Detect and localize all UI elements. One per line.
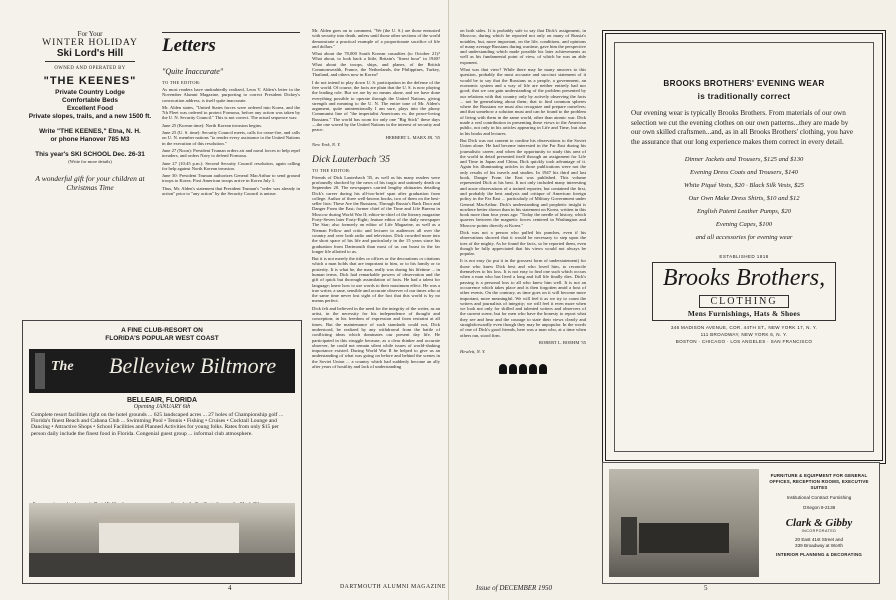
letter-paragraph: It is not easy (to put it in the grossest form of understatement) for those who knew Dick best and who loved him, to reconcile themselves to his loss. It is not easy to find one such which occurs when a man who has lived a long and full life finally dies. Dick's passing is a personal loss to all who knew him well. It is not an occurrence which takes place and is then forgotten amid a host of other events. On the contrary, as time goes on it will become more important, more meaningful. We will feel it as we try to count the writers and journalists of integrity; we will feel it even more when we look not only for skilled and talented writers and observers of the current scene, but for men who have the honesty to report what they see and hear and the courage to state their views clearly and straightforwardly even though they may be unpopular. In the words of one of Dick's good friends, here was a man who, at a time when others ran, stood firm. xyxy=(460,258,586,338)
ski-lords-hill-ad xyxy=(22,30,158,298)
palm-tree-icon xyxy=(35,353,45,389)
brooks-headline: BROOKS BROTHERS' EVENING WEAR xyxy=(663,79,825,88)
letter-paragraph: June 25 (U. S. time): Security Council meets, calls for cease-fire, and calls on U. N. member nations "to render every assistance to the United Nations in the execution of this resolution." xyxy=(162,130,300,146)
letter-paragraph: Friends of Dick Lauterbach '35, as well as his many readers were profoundly shocked by the news of his tragic and untimely death on September 20. The newspapers carried lengthy obituaries detailing Dick's career during his all-too-brief span after graduation from college. Author of three well-known books, two of them on the best-seller lists: These Are the Russians, Through Russia's Back Door and Danger From the East; former chief of the Time and Life Bureau in Moscow during World War II; editor-in-chief of the literary magazine Forty-Seven later Forty-Eight; feature editor of the daily newspaper The Star; also formerly an editor of Life Magazine, as well as a Nieman Fellow and critic and lecturer to audiences all over the country and over both radio and television. Dick crowded more into the short space of his life and particularly in the 15 years since his graduation from Dartmouth than most of us can boast in the far longer life allotted to us. xyxy=(312,174,440,254)
letter-paragraph: June 30: President Truman authorizes General MacArthur to send ground troops to Korea. First American troops arrive in Korea July 1. xyxy=(162,173,300,184)
ski-ad-line2: WINTER HOLIDAY xyxy=(42,38,138,48)
clark-gibby-ad xyxy=(602,462,880,584)
clark-caps: FURNITURE & EQUIPMENT FOR GENERAL OFFICES, RECEPTION ROOMS, EXECUTIVE SUITES xyxy=(769,473,869,490)
brooks-logo xyxy=(652,262,836,321)
chair-shape xyxy=(621,517,637,555)
biltmore-top-line1: A FINE CLUB-RESORT ON xyxy=(121,327,203,334)
letters-column xyxy=(162,32,300,198)
letter-paragraph: June 27 (10:45 p.m.): Second Security Council resolution, again calling for help against North Korean invasion. xyxy=(162,160,300,171)
letters-column-continued xyxy=(312,28,440,371)
biltmore-name: Belleview Biltmore xyxy=(109,353,277,378)
letter-subhead: "Quite Inaccurate" xyxy=(162,67,224,76)
letter-paragraph: June 27 (Noon): President Truman orders air and naval forces to help repel invaders, and orders Navy to defend Formosa. xyxy=(162,147,300,159)
biltmore-opening: Opening JANUARY 6th xyxy=(133,404,191,410)
brooks-ad-frame xyxy=(614,42,874,452)
page-number-right: 5 xyxy=(704,584,708,592)
biltmore-the: The xyxy=(51,359,74,374)
ski-ad-feature: Comfortable Beds xyxy=(62,97,118,104)
brooks-logo-clothing: CLOTHING xyxy=(699,295,788,308)
letter-paragraph: I do not intend to play down U. S. participation in the defense of the free world. Of course, the facts are plain that the U. S. is now playing the leading role. But we are by no means alone, and we have done everything possible to operate through the United Nations, giving strength and meaning to the U. N. The entire tone of Mr. Alden's argument, quite unintentionally I am sure, plays into the phony Communist line of "the imperialist Americans vs. the peace-loving Russians." The world has room for only one "Big Stick" these days—the one waved by the United Nations in the interest of security and peace. xyxy=(312,79,440,133)
brooks-address: 111 BROADWAY, NEW YORK 6, N. Y. xyxy=(700,332,788,338)
brooks-price-list xyxy=(615,153,873,244)
letter-paragraph: Mr. Alden goes on to comment, "We (the U. S.) are those entrusted with security into death, unless until those other sections of the world demonstrate a practical example of a proportionate sacrifice of life and dollars." xyxy=(312,28,440,49)
ski-ad-brand: "THE KEENES" xyxy=(43,75,137,87)
clark-brand: Clark & Gibby xyxy=(785,517,853,529)
price-item: and all accessories for evening wear xyxy=(695,234,793,242)
letter-paragraph: on both sides. It is probably safe to say that Dick's assignment, in Moscow, during which he reported not only on many of Russia's notables, but, more important, on the life, conditions, and opinions of many average Russians during wartime, gave him the perspective and understanding which made possible his later achievements as well as his fundamental point of view, of which he was an able exponent. xyxy=(460,28,586,65)
letter-paragraph: Dick was not a person who pulled his punches, even if his observations showed that it would be necessary to step upon the toes of the mighty. As he found the facts, so he reported them, even though he fully appreciated that his views would not always be popular. xyxy=(460,229,586,257)
letter-signature: ROBERT L. BOEHM '35 xyxy=(538,339,586,345)
letter-paragraph: What was that view? While there may be many answers to this question, probably the most accurate and succinct statement of it would be to say that the Russians as a people, a government, an economic system and a way of life are neither entirely bad nor good; that we can gain understanding of the problem presented by our relations with that country only by actively observing the facts ... not be generalizing about them; that to find common spheres where the Russians we must also recognize and prepare ourselves; and that somehow a solution must and can be found to the problem of living with them in the same world, other than atomic war. Dick made a real contribution in presenting these views to the American public, not only in his articles appearing in Life and Time, but also in his books and lectures. xyxy=(460,67,586,136)
brooks-addresses xyxy=(615,325,873,345)
ski-ad-line4: OWNED AND OPERATED BY xyxy=(54,66,126,71)
letters-header: Letters xyxy=(162,32,300,57)
page-number-left: 4 xyxy=(228,584,232,592)
price-item: English Patent Leather Pumps, $20 xyxy=(697,208,791,216)
price-item: Dinner Jackets and Trousers, $125 and $130 xyxy=(684,156,804,164)
clark-address: 339 Broadway at Worth xyxy=(795,543,843,548)
ski-ad-phone: or phone Hanover 785 M3 xyxy=(50,136,130,143)
brooks-logo-name: Brooks Brothers, xyxy=(662,265,826,292)
letter-paragraph: Thus, Mr. Alden's statement that President Truman's "order was already in action" prior to "any action" by the Security Council is untrue. xyxy=(162,185,300,197)
ski-ad-line1: For Your xyxy=(77,30,103,38)
letter-paragraph: Dick felt and believed in the need for the integrity of the writer, as an artist, in the necessity for his independence of thought and conception; in his freedom of expression and from restraint at all times. But the maintenance of such standards could not, Dick understood, be realized by any withdrawal from the battle of conflicting ideas which dominates our present day life. He participated in this struggle because, as a clear thinker and accurate observer, he could not remain silent while issues of world-shaking importance existed. During World War II he helped to give us an understanding of what was going on before and behind the scenes in the Soviet Union ... a country which had suddenly become an ally after years of hostility and lack of understanding xyxy=(312,305,440,370)
ski-ad-school: This year's SKI SCHOOL Dec. 26-31 xyxy=(35,151,145,158)
silhouette-figures-icon xyxy=(460,364,586,374)
letter-body xyxy=(162,87,300,196)
letter-signature: HERBERT L. MARX JR. '35 xyxy=(385,134,440,140)
hotel-building xyxy=(99,517,239,557)
price-item: Evening Capes, $100 xyxy=(715,221,773,229)
office-furniture-photo xyxy=(609,469,759,577)
issue-line: Issue of DECEMBER 1950 xyxy=(476,584,553,592)
biltmore-body: Complete resort facilities right on the hotel grounds ... 625 landscaped acres ... 27 holes of Championship golf ... Florida's finest Beach and Cabana Club ... Swimming Pool • Tennis • Fishing • Cruises • Cocktail Lounge and Dancing • Attractive Shops • School Facilities and Planned Activities for young folks. Rates from only $15 per person daily include the finest food in Florida. Congenial guest group ... informal club atmosphere. xyxy=(31,412,284,437)
letter-paragraph: What about the 78,000 South Korean casualties (to October 21)? What about, to look back a little, Britain's "finest hour" in 1940? What about the troops, ships, and planes, of the British Commonwealth, France, the Netherlands, the Philippines, Turkey, Thailand, and others now in Korea? xyxy=(312,51,440,78)
lauterbach-letter-continued xyxy=(460,28,586,374)
clark-line2: Institutional Contract Furnishing xyxy=(786,495,852,500)
alden-letter-continued xyxy=(312,28,440,133)
price-item: Evening Dress Coats and Trousers, $140 xyxy=(690,169,798,177)
brooks-subhead: is traditionally correct xyxy=(697,92,791,101)
letter-paragraph: June 25 (Korean time): North Korean invasion begins. xyxy=(162,122,263,128)
clark-gibby-text xyxy=(765,473,873,558)
ski-ad-gift: A wonderful gift for your children at Christmas Time xyxy=(35,174,145,192)
letter-place: Hewlett, N. Y. xyxy=(460,348,486,354)
hotel-trees xyxy=(29,553,295,577)
clark-phone: OXegon 9-2138 xyxy=(802,505,836,510)
brooks-address: 346 MADISON AVENUE, COR. 44TH ST., NEW YORK 17, N. Y. xyxy=(670,325,818,331)
to-the-editor: TO THE EDITOR: xyxy=(312,167,351,173)
ski-ad-write: Write "THE KEENES," Etna, N. H. xyxy=(39,128,141,135)
clark-inc: INCORPORATED xyxy=(801,529,837,533)
ski-ad-feature: Excellent Food xyxy=(66,105,114,112)
ski-ad-school-note: (Write for more details) xyxy=(68,159,112,164)
lauterbach-letter-body xyxy=(460,28,586,338)
letter-paragraph: As most readers have undoubtedly realized, Leon V. Alden's letter in the November Alumni Magazine, purporting to correct President Dickey's convocation address, is itself quite inaccurate. xyxy=(162,87,300,103)
brooks-address: BOSTON · CHICAGO · LOS ANGELES · SAN FRANCISCO xyxy=(675,338,813,344)
ski-ad-feature: Private slopes, trails, and a new 1500 ft. xyxy=(28,113,152,120)
hotel-photo xyxy=(29,503,295,577)
price-item: Our Own Make Dress Shirts, $10 and $12 xyxy=(688,195,800,203)
biltmore-top-line2: FLORIDA'S POPULAR WEST COAST xyxy=(105,335,219,342)
letter-heading: Dick Lauterbach '35 xyxy=(312,154,391,165)
to-the-editor: TO THE EDITOR: xyxy=(162,80,201,85)
biltmore-banner xyxy=(29,349,295,393)
brooks-copy: Our evening wear is typically Brooks Brothers. From materials of our own selection we cut the evening clothes on our own patterns...they are made by our own skilled craftsmen...and, as in all Brooks Brothers' clothing, you have the assurance that our long experience makes them correct in every detail. xyxy=(631,109,854,146)
ski-ad-rule xyxy=(45,61,135,62)
belleview-biltmore-ad xyxy=(22,320,302,584)
letter-paragraph: Mr. Alden states, "United States forces were ordered into Korea, and the 7th Fleet was ordered to protect Formosa, before any action was taken by the U. N. Security Council." This is not correct. The actual sequence was: xyxy=(162,104,300,121)
letter-place: New York, N. Y. xyxy=(312,141,341,147)
biltmore-city: BELLEAIR, FLORIDA xyxy=(127,397,197,404)
brooks-brothers-ad xyxy=(602,30,886,464)
clark-address: 20 East 41st Street and xyxy=(794,537,843,542)
letter-paragraph: But it is not merely the titles or offices or the decorations or citations which a man holds that are important to him, or to his family or to posterity. It is what he, the man, really was during his lifetime ... in human terms. Dick had remarkable powers of observation and the gift of quick but thorough assimilation of facts. He had a talent for language; knew how to use words to their maximum effect. He was a true writer, a sane, sensible and accurate observer of our times who at the same time never lost sight of the fact that this world is by no means perfect. xyxy=(312,256,440,304)
desk-shape xyxy=(639,523,729,553)
clark-tagline: INTERIOR PLANNING & DECORATING xyxy=(776,552,862,557)
price-item: White Piqué Vests, $20 · Black Silk Vests, $25 xyxy=(684,182,804,190)
brooks-logo-furnishings: Mens Furnishings, Hats & Shoes xyxy=(687,309,801,319)
magazine-name: DARTMOUTH ALUMNI MAGAZINE xyxy=(340,584,446,590)
biltmore-top xyxy=(23,321,301,343)
letter-paragraph: But Dick was not content to confine his observations to the Soviet Union alone. He had become interested in the Far East during his journalistic career, and when the opportunity to study this area of the world in detail presented itself through an assignment for Life and Time in Japan and China, Dick quickly took advantage of it. Again his illuminating articles in those publications were not the only results of his travels and studies. In 1947 his third and last book, Danger From the East was published. This volume represented Dick at his best. It not only included many interesting and acute observations of a trained reporter, but contained the first, and probably the best analysis and critique of American foreign policy in the Far East ... particularly of Military Government under General MacArthur. Dick's understanding and prophetic insight is nowhere better shown than in his statement on Korea, written in this book more than four years ago: "Today the needle of history, which quavers between the magnetic forces centered in Washington and Moscow points directly at Korea." xyxy=(460,137,586,228)
lauterbach-letter xyxy=(312,175,440,370)
ski-ad-feature: Private Country Lodge xyxy=(55,89,125,96)
ski-ad-line3: Ski Lord's Hill xyxy=(56,48,124,59)
brooks-established: ESTABLISHED 1818 xyxy=(719,254,769,260)
